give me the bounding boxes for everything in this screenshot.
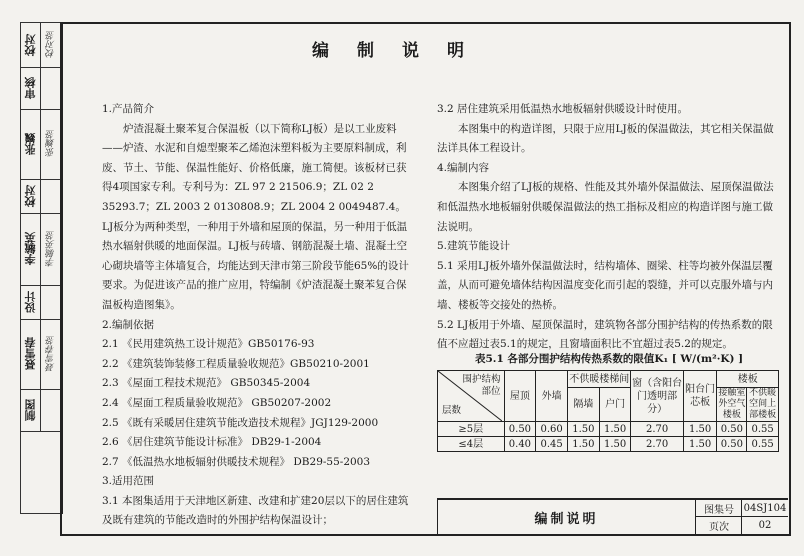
header-window: 窗（含阳台门透明部分） bbox=[631, 371, 683, 422]
page-title: 编制说明 bbox=[312, 41, 492, 61]
table-cell: 1.50 bbox=[568, 422, 600, 437]
table-row bbox=[438, 422, 779, 437]
sidebar-signature: 李毓英签 bbox=[46, 231, 57, 267]
table-cell: 0.50 bbox=[504, 422, 536, 437]
paragraph: 5.2 LJ板用于外墙、屋顶保温时，建筑物各部分围护结构的传热系数的限值不应超过表5.1的规定，且窗墙面积比不宜超过表5.2的规定。 bbox=[437, 318, 773, 351]
header-stair-wall: 隔墙 bbox=[568, 388, 600, 422]
paragraph: 1.产品简介 bbox=[102, 103, 155, 115]
table-cell: 2.70 bbox=[631, 437, 683, 452]
table-cell: 0.40 bbox=[504, 437, 536, 452]
right-column bbox=[437, 100, 777, 355]
diag-bottom-label: 层数 bbox=[442, 405, 462, 416]
paragraph: 炉渣混凝土聚苯复合保温板（以下简称LJ板）是以工业废料——炉渣、水泥和自熄型聚苯乙烯泡沫塑料板为主要原料制成，利废、节土、节能、保温性能好、价格低廉，施工简便。该板材已获得4项国家专利。专利号为：ZL 97 2 21506.9；ZL 02 2 35293.7；ZL 2003 2 0130808.9；ZL 2004 2 0049487.4。LJ板分为两种类型，一种用于外墙和屋顶的保温，另一种用于低温热水辐射供暖的地面保温。LJ板与砖墙、钢筋混凝土墙、混凝土空心砌块墙等主体墙复合，均能达到天津市第三阶段节能65%的设计要求。为促进该产品的推广应用，特编制《炉渣混凝土聚苯复合保温板构造图集》。 bbox=[102, 122, 409, 311]
table-cell: 0.55 bbox=[747, 437, 779, 452]
sidebar-label: 校对 bbox=[24, 34, 37, 56]
table-cell: 1.50 bbox=[568, 437, 600, 452]
paragraph: 5.1 采用LJ板外墙外保温做法时，结构墙体、圈梁、柱等均被外保温层覆盖，从而可避免墙体结构因温度变化而引起的裂缝，并可以克服外墙与内墙、楼板等交接处的热桥。 bbox=[437, 259, 773, 311]
paragraph: 2.2 《建筑装饰装修工程质量验收规范》GB50210-2001 bbox=[102, 357, 370, 370]
sidebar-label: 制图 bbox=[24, 399, 37, 421]
table-cell: 0.50 bbox=[717, 422, 747, 437]
paragraph: 3.2 居住建筑采用低温热水地板辐射供暖设计时使用。 bbox=[437, 103, 689, 115]
paragraph: 2.5 《既有采暖居住建筑节能改造技术规程》JGJ129-2000 bbox=[102, 416, 379, 429]
sidebar-cell bbox=[21, 213, 61, 286]
table-cell: 1.50 bbox=[599, 422, 631, 437]
table-diagonal-header bbox=[438, 371, 505, 422]
sidebar-label: 张巍 bbox=[24, 133, 37, 155]
atlas-number: 04SJ104 bbox=[741, 500, 788, 517]
row-floor: ≥5层 bbox=[438, 422, 505, 437]
paragraph: 本图集中的构造详图，只限于应用LJ板的保温做法，其它相关保温做法详具体工程设计。 bbox=[437, 122, 774, 155]
page-label: 页次 bbox=[695, 517, 742, 534]
diag-top-label: 围护结构部位 bbox=[462, 374, 501, 397]
header-wall: 外墙 bbox=[536, 371, 568, 422]
sidebar-signature: 校对签 bbox=[46, 31, 57, 59]
sidebar-signature bbox=[43, 389, 59, 431]
header-floor: 楼板 bbox=[717, 371, 779, 388]
header-roof: 屋顶 bbox=[504, 371, 536, 422]
sidebar-label: 设计 bbox=[24, 291, 37, 313]
table-cell: 0.45 bbox=[536, 437, 568, 452]
sidebar-signature bbox=[43, 285, 59, 319]
heat-transfer-table bbox=[437, 370, 779, 452]
sidebar-label: 聂雪春 bbox=[24, 337, 37, 371]
table-cell: 2.70 bbox=[631, 422, 683, 437]
sidebar-signature bbox=[43, 179, 59, 213]
paragraph: 5.建筑节能设计 bbox=[437, 240, 511, 253]
header-balcony: 阳台门芯板 bbox=[683, 371, 717, 422]
paragraph: 2.编制依据 bbox=[102, 318, 155, 331]
sidebar-signature bbox=[43, 67, 59, 109]
sidebar-cell bbox=[21, 109, 61, 180]
title-block bbox=[437, 498, 788, 534]
sidebar-label: 校对 bbox=[24, 185, 37, 207]
sidebar-signature: 张巍签 bbox=[46, 130, 57, 158]
header-stair: 不供暖楼梯间 bbox=[568, 371, 631, 388]
table-cell: 0.50 bbox=[717, 437, 747, 452]
paragraph: 4.编制内容 bbox=[437, 161, 490, 174]
table-cell: 1.50 bbox=[599, 437, 631, 452]
sidebar-cell bbox=[21, 389, 61, 432]
sidebar-label: 李毓英 bbox=[24, 232, 37, 266]
paragraph: 3.1 本图集适用于天津地区新建、改建和扩建20层以下的居住建筑及既有建筑的节能改造时的外围护结构保温设计； bbox=[102, 494, 409, 527]
sidebar-signature: 聂雪春签 bbox=[46, 336, 57, 372]
paragraph: 2.7 《低温热水地板辐射供暖技术规程》 DB29-55-2003 bbox=[102, 455, 371, 468]
paragraph: 本图集介绍了LJ板的规格、性能及其外墙外保温做法、屋顶保温做法和低温热水地板辐射供暖保温做法的热工指标及相应的构造详图与施工做法说明。 bbox=[437, 181, 774, 233]
header-floor-unheated: 不供暖空间上部楼板 bbox=[747, 388, 779, 422]
paragraph: 3.适用范围 bbox=[102, 475, 155, 488]
atlas-label: 图集号 bbox=[695, 500, 742, 517]
table-caption: 表5.1 各部分围护结构传热系数的限值K₁ [ W/(m²·K) ] bbox=[475, 353, 744, 365]
left-column bbox=[102, 100, 412, 531]
header-stair-door: 户门 bbox=[599, 388, 631, 422]
sidebar-cell bbox=[21, 319, 61, 390]
title-block-name: 编制说明 bbox=[534, 511, 599, 527]
approval-sidebar bbox=[20, 22, 63, 514]
table-cell: 1.50 bbox=[683, 437, 717, 452]
paragraph: 2.4 《屋面工程质量验收规范》 GB50207-2002 bbox=[102, 396, 332, 409]
table-row bbox=[438, 437, 779, 452]
table-cell: 1.50 bbox=[683, 422, 717, 437]
paragraph: 2.6 《居住建筑节能设计标准》 DB29-1-2004 bbox=[102, 436, 322, 449]
header-floor-air: 接触室外空气楼板 bbox=[718, 388, 746, 420]
sidebar-cell bbox=[21, 179, 61, 214]
sidebar-cell bbox=[21, 67, 61, 110]
sidebar-cell bbox=[21, 285, 61, 320]
table-cell: 0.55 bbox=[747, 422, 779, 437]
paragraph: 2.3 《屋面工程技术规范》 GB50345-2004 bbox=[102, 377, 311, 390]
page-number: 02 bbox=[741, 517, 788, 534]
sidebar-label: 审核 bbox=[24, 77, 37, 99]
paragraph: 2.1 《民用建筑热工设计规范》GB50176-93 bbox=[102, 338, 315, 351]
row-floor: ≤4层 bbox=[438, 437, 505, 452]
table-cell: 0.60 bbox=[536, 422, 568, 437]
